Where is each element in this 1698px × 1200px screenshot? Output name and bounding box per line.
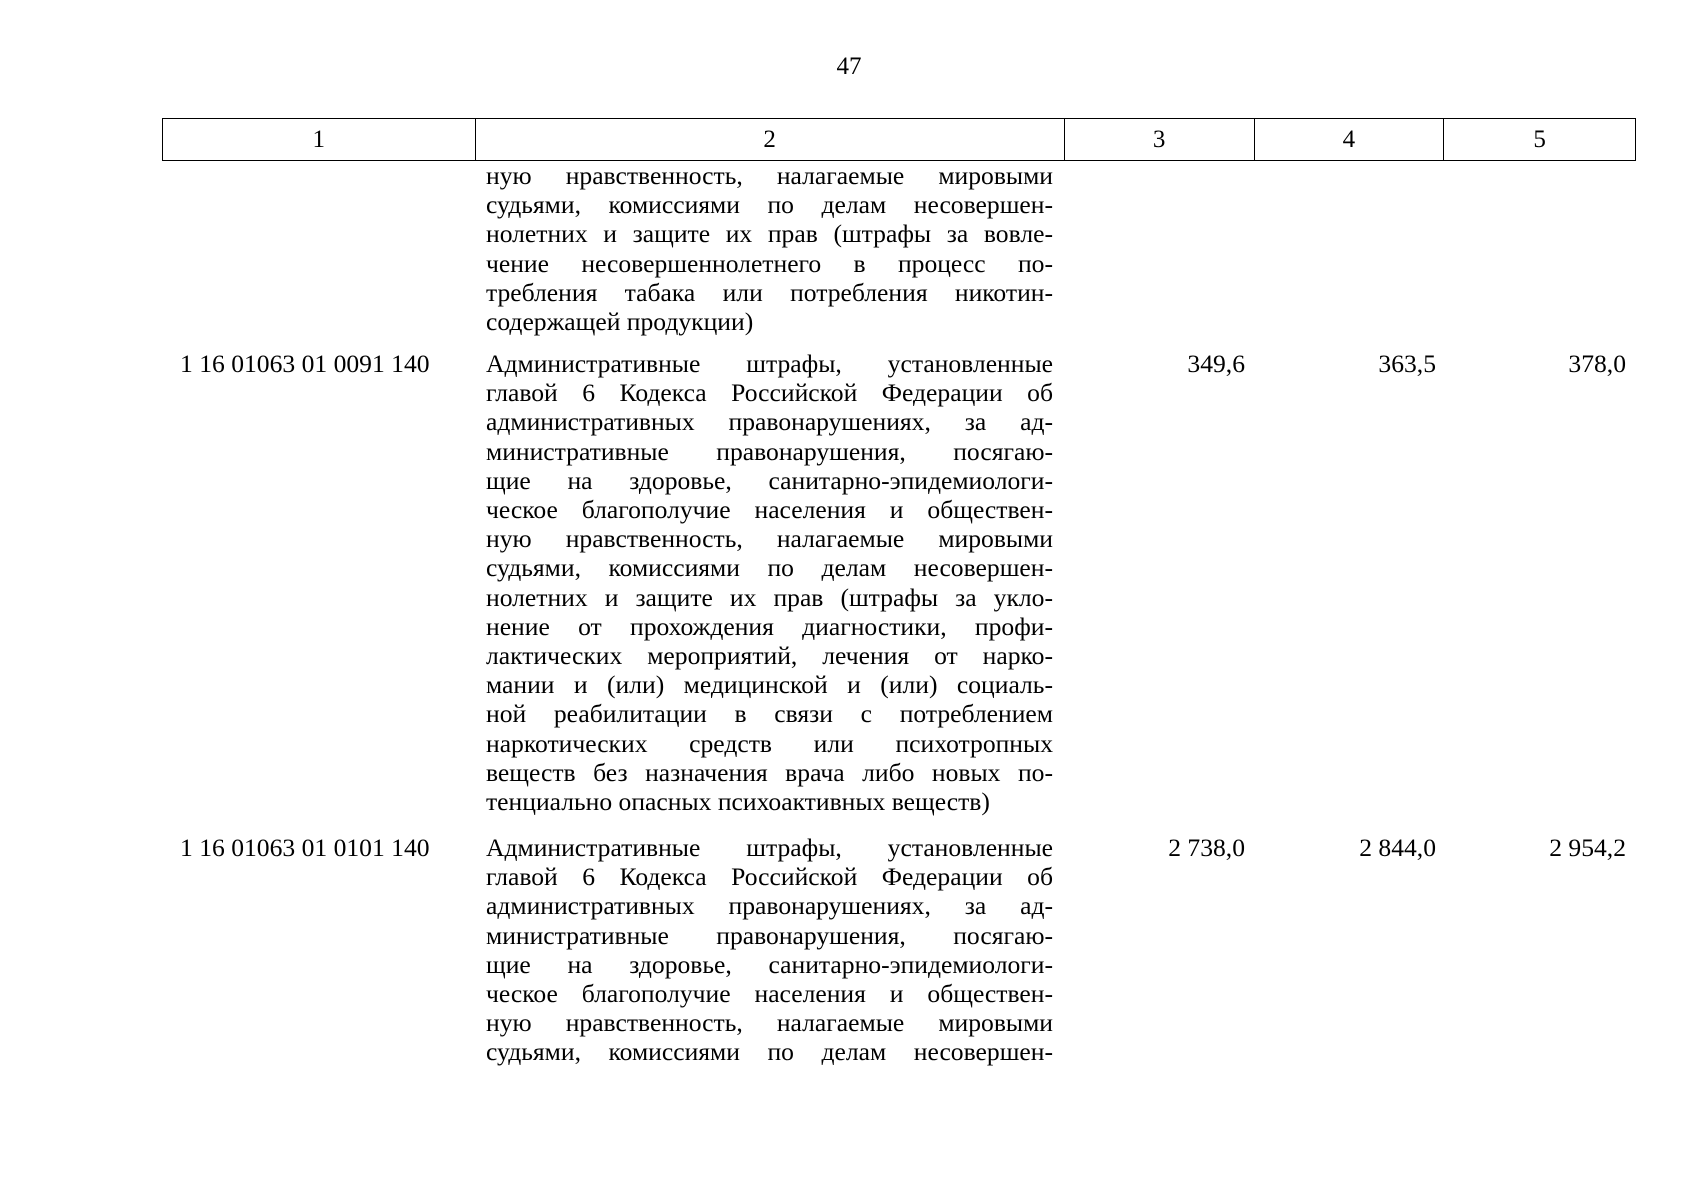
text-line: административных правонарушениях, за ад-: [486, 407, 1053, 437]
text-line: нение от прохождения диагностики, профи-: [486, 611, 1053, 641]
row-description: [486, 833, 1053, 1067]
text-line: содержащей продукции): [486, 307, 754, 337]
text-line: мании и (или) медицинской и (или) социаль-: [486, 670, 1053, 700]
row-value-col3: 349,6: [1187, 349, 1245, 378]
text-line: Административные штрафы, установленные: [486, 349, 1053, 378]
text-line: министративные правонарушения, посягаю-: [486, 920, 1053, 950]
text-line: Административные штрафы, установленные: [486, 833, 1053, 862]
text-line: административных правонарушениях, за ад-: [486, 891, 1053, 921]
row-description: [486, 349, 1053, 816]
text-line: нолетних и защите их прав (штрафы за укло-: [486, 582, 1053, 612]
text-line: тенциально опасных психоактивных веществ): [486, 787, 990, 817]
text-line: требления табака или потребления никотин-: [486, 277, 1053, 307]
text-line: ческое благополучие населения и обществен-: [486, 495, 1053, 525]
text-line: ческое благополучие населения и обществен-: [486, 979, 1053, 1009]
text-line: чение несовершеннолетнего в процесс по-: [486, 248, 1053, 278]
table-header-cell: 2: [475, 119, 1064, 160]
text-line: веществ без назначения врача либо новых по-: [486, 757, 1053, 787]
text-line: ной реабилитации в связи с потреблением: [486, 699, 1053, 729]
text-line: ную нравственность, налагаемые мировыми: [486, 1008, 1053, 1038]
text-line: главой 6 Кодекса Российской Федерации об: [486, 862, 1053, 892]
text-line: наркотических средств или психотропных: [486, 728, 1053, 758]
text-line: министративные правонарушения, посягаю-: [486, 436, 1053, 466]
text-line: лактических мероприятий, лечения от нарко-: [486, 641, 1053, 671]
table-header-cell: 4: [1254, 119, 1444, 160]
row-value-col5: 2 954,2: [1549, 833, 1626, 862]
continuation-description: [486, 161, 1053, 336]
page-number: 47: [836, 53, 862, 80]
row-value-col4: 2 844,0: [1359, 833, 1436, 862]
row-code: 1 16 01063 01 0091 140: [180, 349, 430, 378]
table-header-cell: 5: [1443, 119, 1635, 160]
table-header-row: [162, 118, 1636, 161]
text-line: ную нравственность, налагаемые мировыми: [486, 524, 1053, 554]
text-line: судьями, комиссиями по делам несовершен-: [486, 190, 1053, 220]
row-value-col4: 363,5: [1378, 349, 1436, 378]
text-line: нолетних и защите их прав (штрафы за вовле-: [486, 219, 1053, 249]
row-code: 1 16 01063 01 0101 140: [180, 833, 430, 862]
text-line: судьями, комиссиями по делам несовершен-: [486, 553, 1053, 583]
text-line: щие на здоровье, санитарно-эпидемиологи-: [486, 465, 1053, 495]
table-header-cell: 3: [1064, 119, 1254, 160]
text-line: ную нравственность, налагаемые мировыми: [486, 161, 1053, 190]
text-line: судьями, комиссиями по делам несовершен-: [486, 1037, 1053, 1067]
text-line: щие на здоровье, санитарно-эпидемиологи-: [486, 949, 1053, 979]
row-value-col3: 2 738,0: [1168, 833, 1245, 862]
table-header-cell: 1: [312, 125, 326, 153]
row-value-col5: 378,0: [1568, 349, 1626, 378]
text-line: главой 6 Кодекса Российской Федерации об: [486, 378, 1053, 408]
